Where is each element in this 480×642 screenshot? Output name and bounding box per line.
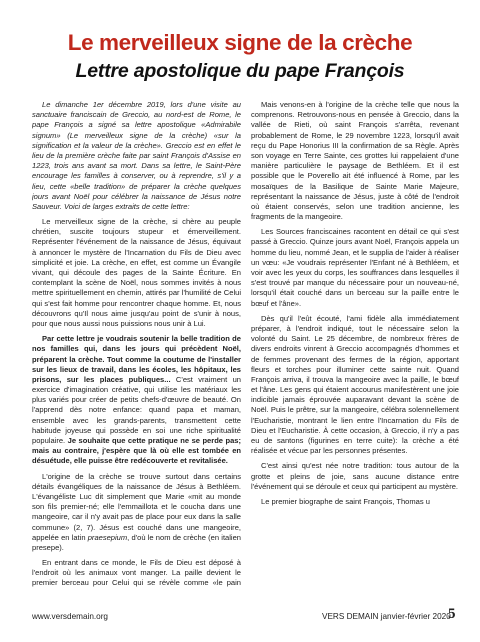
body-text: C'est vraiment un exercice d'imagination créative, qui utilise les matériaux les plus variés pour créer de petits chefs-d'œuvre de beauté. On l'apprend dès notre enfance: quand papa et maman, ensemble avec les grands-parents, transmettent cette habitude joyeuse qui possède en soi une riche spiritualité populaire.: [32, 374, 241, 445]
text-column-right: [251, 100, 459, 590]
footer-issue: VERS DEMAIN janvier-février 2020: [322, 612, 451, 621]
article-title: Le merveilleux signe de la crèche: [67, 30, 413, 55]
body-paragraph: Les Sources franciscaines racontent en détail ce qui s'est passé à Greccio. Quinze jours avant Noël, François appela un homme du lieu, nommé Jean, et le supplia de l'aider à réaliser un vœu: «Je voudrais représenter l'Enfant né à Bethléem, et voir avec les yeux du corps, les souffrances dans lesquelles il s'est trouvé par manque du nécessaire pour un nouveau-né, lorsqu'il était couché dans un berceau sur la paille entre le bœuf et l'âne».: [251, 227, 459, 308]
body-text: , d'où le nom de crèche (en italien presepe).: [32, 532, 241, 552]
body-paragraph: C'est ainsi qu'est née notre tradition: tous autour de la grotte et pleins de joie, sans aucune distance entre l'événement qui se déroule et ceux qui participent au mystère.: [251, 461, 459, 491]
emphasis-text: Je souhaite que cette pratique ne se perde pas; mais au contraire, j'espère que là où elle est tombée en désuétude, elle puisse être redécouverte et revitalisée.: [32, 436, 241, 466]
body-paragraph: Le merveilleux signe de la crèche, si chère au peuple chrétien, suscite toujours stupeur et émerveillement. Représenter l'événement de la naissance de Jésus, équivaut à annoncer le mystère de l'Incarnation du Fils de Dieu avec simplicité et joie. La crèche, en effet, est comme un Évangile vivant, qui découle des pages de la Sainte Écriture. En contemplant la scène de Noël, nous sommes invités à nous mettre spirituellement en chemin, attirés par l'humilité de Celui qui s'est fait homme pour rencontrer chaque homme. Et, nous découvrons qu'Il nous aime jusqu'au point de s'unir à nous, pour que nous aussi nous puissions nous unir à Lui.: [32, 217, 241, 328]
page-number: 5: [448, 606, 456, 622]
text-column-left: [32, 100, 241, 590]
body-paragraph: [32, 472, 241, 554]
article-subtitle: Lettre apostolique du pape François: [75, 60, 405, 82]
footer-website: www.versdemain.org: [32, 612, 108, 621]
body-paragraph: [32, 334, 241, 466]
intro-paragraph: Le dimanche 1er décembre 2019, lors d'une visite au sanctuaire franciscain de Greccio, au nord-est de Rome, le pape François a signé sa lettre apostolique «Admirabile signum» (Le merveilleux signe de la crèche) «sur la signification et la valeur de la crèche». Greccio est en effet le lieu de la première crèche faite par saint François d'Assise en 1223, trois ans avant sa mort. Dans sa lettre, le Saint-Père encourage les familles à conserver, ou à reprendre, s'il y a lieu, cette «belle tradition» de préparer la crèche quelques jours avant Noël pour célébrer la naissance de Jésus notre Sauveur. Voici de larges extraits de cette lettre:: [32, 100, 241, 211]
emphasis-text: Par cette lettre je voudrais soutenir la belle tradition de nos familles qui, dans les jours qui précèdent Noël, préparent la crèche. Tout comme la coutume de l'installer sur les lieux de travail, dans les écoles, les hôpitaux, les prisons, sur les places publiques...: [32, 334, 241, 384]
body-text: L'origine de la crèche se trouve surtout dans certains détails évangéliques de la naissance de Jésus à Bethléem. L'évangéliste Luc dit simplement que Marie «mit au monde son fils premier-né; elle l'emmaillota et le coucha dans une mangeoire, car il n'y avait pas de place pour eux dans la salle commune» (2, 7). Jésus est couché dans une mangeoire, appelée en latin: [32, 471, 241, 542]
body-paragraph: Dès qu'il l'eût écouté, l'ami fidèle alla immédiatement préparer, à l'endroit indiqué, tout le nécessaire selon la volonté du Saint. Le 25 décembre, de nombreux frères de divers endroits vinrent à Greccio accompagnés d'hommes et de femmes provenant des fermes de la région, apportant fleurs et torches pour illuminer cette sainte nuit. Quand François arriva, il trouva la mangeoire avec la paille, le bœuf et l'âne. Les gens qui étaient accourus manifestèrent une joie indicible jamais éprouvée auparavant devant la scène de Noël. Puis le prêtre, sur la mangeoire, célébra solennellement l'Eucharistie, montrant le lien entre l'Incarnation du Fils de Dieu et l'Eucharistie. À cette occasion, à Greccio, il n'y a pas eu de santons (figurines en terre cuite): la crèche a été réalisée et vécue par les personnes présentes.: [251, 313, 459, 456]
body-paragraph: En entrant dans ce monde, le Fils de Dieu est déposé à l'endroit où les animaux vont manger. La paille devient le premier berceau pour Celui qui se révèle comme «le pain: [32, 558, 241, 588]
body-paragraph: Mais venons-en à l'origine de la crèche telle que nous la comprenons. Retrouvons-nous en pensée à Greccio, dans la vallée de Rieti, où saint François s'arrêta, revenant probablement de Rome, le 29 novembre 1223, lorsqu'il avait reçu du Pape Honorius III la confirmation de sa Règle. Après son voyage en Terre Sainte, ces grottes lui rappelaient d'une manière particulière le paysage de Bethléem. Et il est possible que le Poverello ait été influencé à Rome, par les mosaïques de la Basilique de Sainte Marie Majeure, représentant la naissance de Jésus, juste à côté de l'endroit où étaient conservés, selon une tradition ancienne, les fragments de la mangeoire.: [251, 100, 459, 222]
body-paragraph: Le premier biographe de saint François, Thomas u: [261, 496, 430, 506]
italic-term: praesepium: [87, 532, 128, 542]
